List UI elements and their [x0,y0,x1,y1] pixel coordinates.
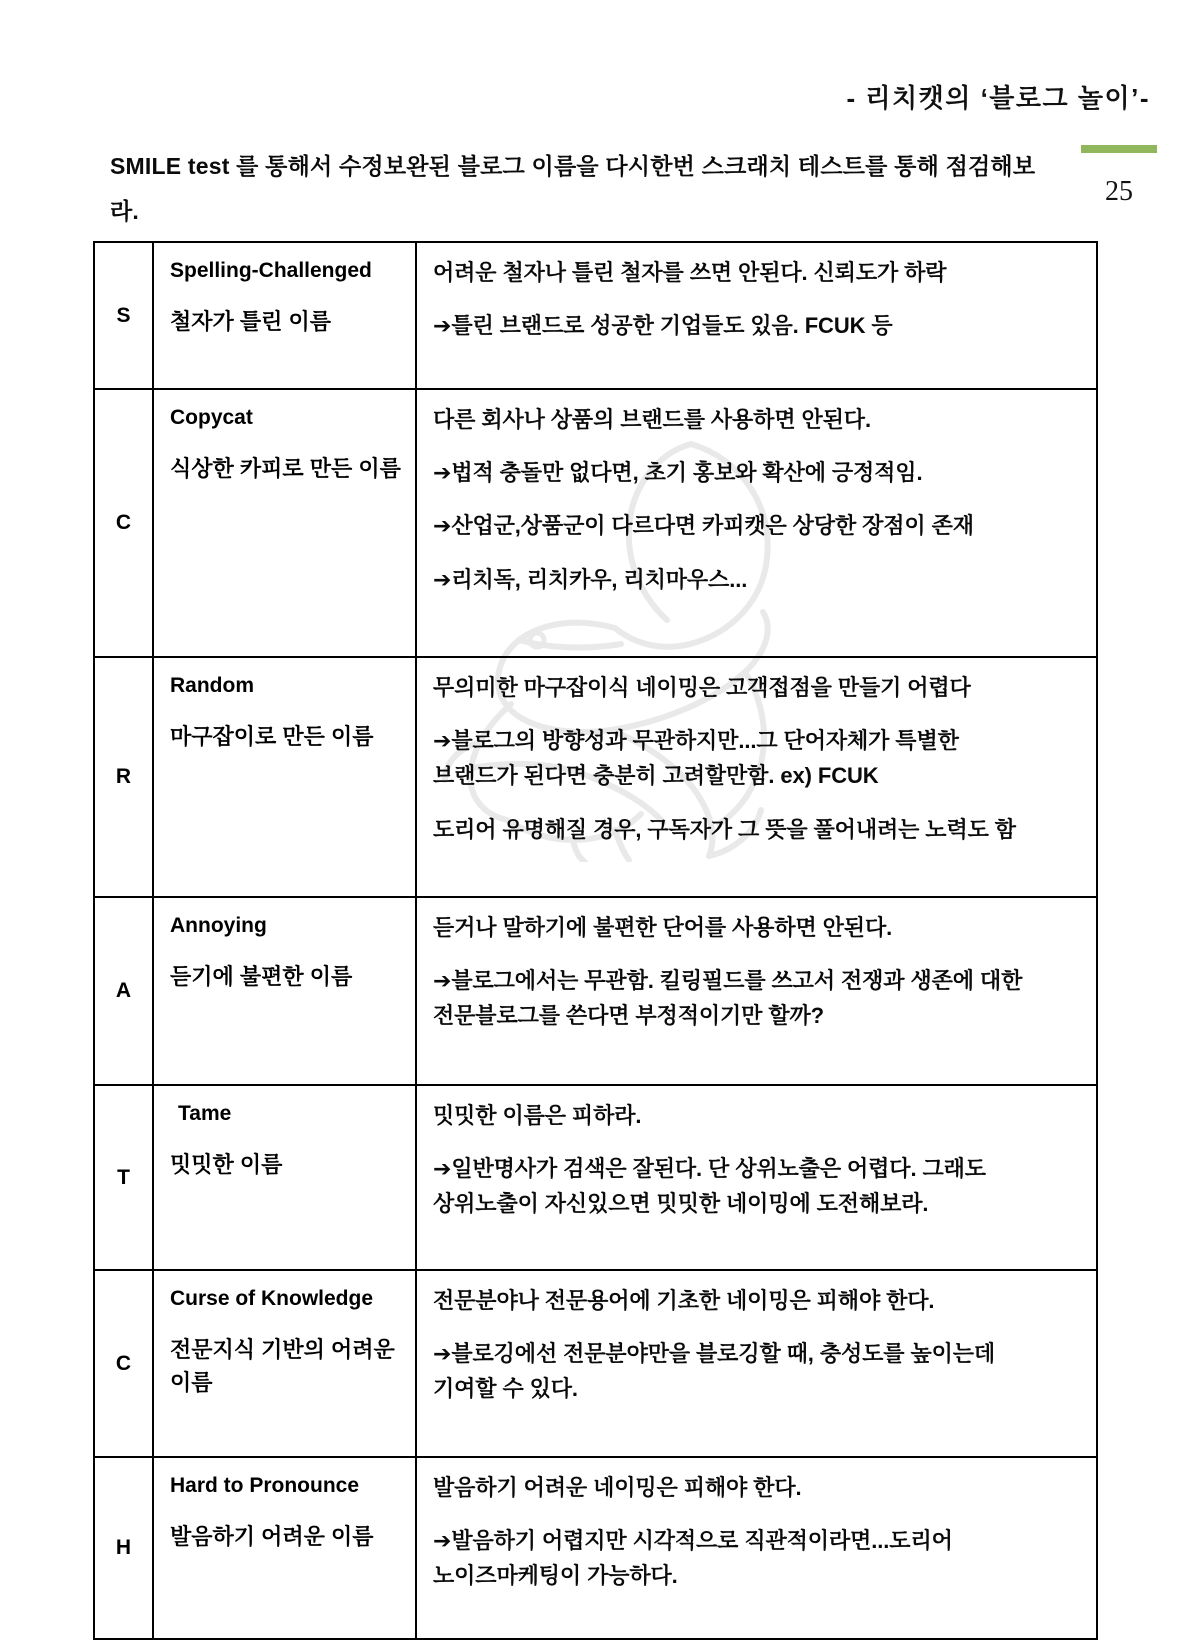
row-description-cell [416,1270,1097,1457]
row-description-cell [416,897,1097,1085]
row-letter: S [94,242,153,389]
description-line: ➔틀린 브랜드로 성공한 기업들도 있음. FCUK 등 [433,313,893,339]
description-line: ➔리치독, 리치카우, 리치마우스... [433,566,748,592]
row-name-ko: 밋밋한 이름 [170,1152,283,1178]
description-line: 브랜드가 된다면 충분히 고려할만함. ex) FCUK [433,763,879,789]
description-line: 노이즈마케팅이 가능하다. [433,1563,678,1589]
row-name-en: Tame [178,1102,232,1125]
row-name-cell [153,897,416,1085]
table-row [94,1085,1097,1270]
row-name-en: Curse of Knowledge [170,1287,374,1310]
page-number: 25 [1105,176,1133,207]
description-line: ➔블로깅에선 전문분야만을 블로깅할 때, 충성도를 높이는데 [433,1341,996,1367]
description-line: 밋밋한 이름은 피하라. [433,1103,642,1128]
row-letter: T [94,1085,153,1270]
smile-scratch-test-table [93,241,1098,1640]
row-name-cell [153,242,416,389]
description-line: 어려운 철자나 틀린 철자를 쓰면 안된다. 신뢰도가 하락 [433,260,947,285]
row-name-en: Random [170,674,254,697]
row-letter: C [94,389,153,657]
row-name-ko: 철자가 틀린 이름 [170,309,331,335]
table-row [94,1270,1097,1457]
row-name-ko: 듣기에 불편한 이름 [170,964,353,990]
row-description-cell [416,1457,1097,1639]
row-name-en: Hard to Pronounce [170,1474,360,1497]
description-line: 발음하기 어려운 네이밍은 피해야 한다. [433,1475,802,1500]
table-row [94,897,1097,1085]
description-line: ➔산업군,상품군이 다르다면 카피캣은 상당한 장점이 존재 [433,513,974,539]
row-description-cell [416,389,1097,657]
accent-bar [1081,145,1157,153]
row-description-cell [416,1085,1097,1270]
row-name-en: Annoying [170,914,267,937]
row-description-cell [416,657,1097,897]
row-name-cell [153,657,416,897]
row-description-cell [416,242,1097,389]
description-line: ➔블로그에서는 무관함. 킬링필드를 쓰고서 전쟁과 생존에 대한 [433,968,1023,994]
description-line: 전문블로그를 쓴다면 부정적이기만 할까? [433,1003,824,1029]
row-name-ko: 마구잡이로 만든 이름 [170,724,374,750]
intro-paragraph: SMILE test 를 통해서 수정보완된 블로그 이름을 다시한번 스크래치 테스트를 통해 점검해보라. [110,153,1036,224]
description-line: ➔일반명사가 검색은 잘된다. 단 상위노출은 어렵다. 그래도 [433,1156,986,1182]
row-letter: C [94,1270,153,1457]
row-name-cell [153,1270,416,1457]
table-row [94,1457,1097,1639]
row-name-ko: 발음하기 어려운 이름 [170,1524,374,1550]
document-header-title: - 리치캣의 ‘블로그 놀이’- [846,83,1150,113]
description-line: 상위노출이 자신있으면 밋밋한 네이밍에 도전해보라. [433,1191,929,1217]
row-letter: R [94,657,153,897]
row-name-cell [153,1457,416,1639]
row-name-en: Copycat [170,406,253,429]
description-line: ➔블로그의 방향성과 무관하지만...그 단어자체가 특별한 [433,728,959,754]
row-name-cell [153,1085,416,1270]
description-line: 전문분야나 전문용어에 기초한 네이밍은 피해야 한다. [433,1288,935,1313]
row-name-ko: 식상한 카피로 만든 이름 [170,456,401,482]
description-line: ➔발음하기 어렵지만 시각적으로 직관적이라면...도리어 [433,1528,953,1554]
description-line: 다른 회사나 상품의 브랜드를 사용하면 안된다. [433,407,871,432]
table-row [94,242,1097,389]
description-line: 기여할 수 있다. [433,1376,578,1402]
row-letter: H [94,1457,153,1639]
row-letter: A [94,897,153,1085]
description-line: 듣거나 말하기에 불편한 단어를 사용하면 안된다. [433,915,893,940]
table-row [94,657,1097,897]
description-line: ➔법적 충돌만 없다면, 초기 홍보와 확산에 긍정적임. [433,460,923,486]
description-line: 도리어 유명해질 경우, 구독자가 그 뜻을 풀어내려는 노력도 함 [433,816,1016,842]
row-name-en: Spelling-Challenged [170,259,372,282]
table-row [94,389,1097,657]
row-name-cell [153,389,416,657]
description-line: 무의미한 마구잡이식 네이밍은 고객접점을 만들기 어렵다 [433,675,971,700]
row-name-ko: 전문지식 기반의 어려운 이름 [170,1337,395,1396]
